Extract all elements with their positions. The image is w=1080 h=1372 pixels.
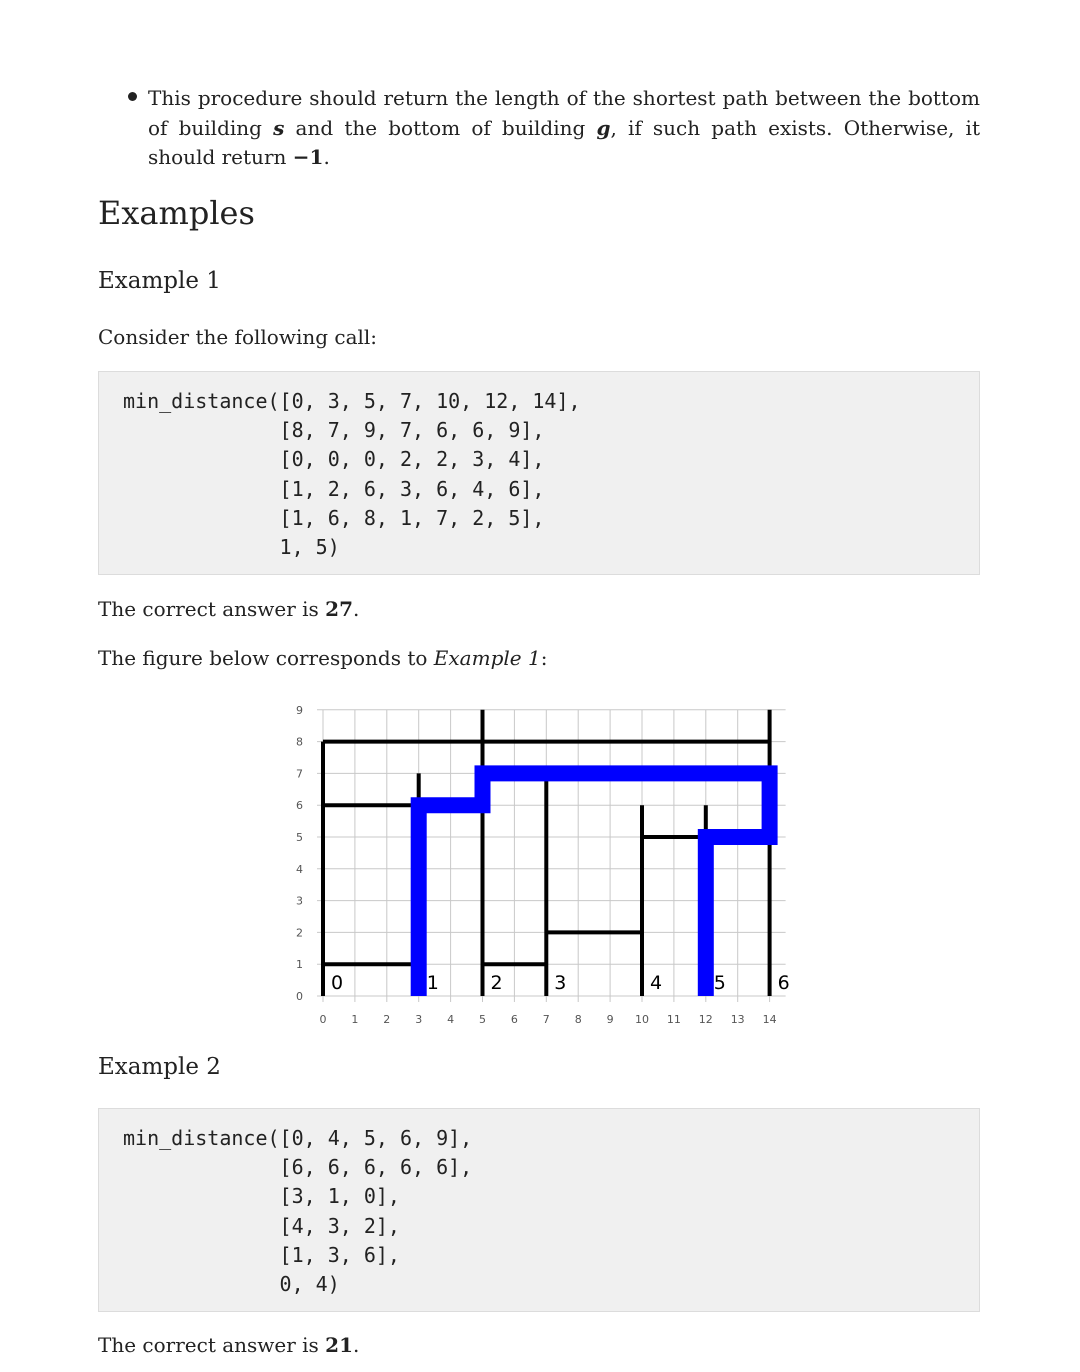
x-tick-label: 0 <box>319 1013 327 1026</box>
y-tick-label: 9 <box>296 703 303 717</box>
var-g: g <box>596 115 611 140</box>
example-1-code-block <box>98 371 980 575</box>
y-tick-label: 7 <box>296 767 303 781</box>
y-tick-label: 8 <box>296 735 303 749</box>
bullet-dot <box>128 92 137 101</box>
example-2-heading: Example 2 <box>98 1054 221 1080</box>
example-1-answer: The correct answer is 27. <box>98 597 360 621</box>
example-1-intro: Consider the following call: <box>98 325 378 349</box>
x-tick-label: 6 <box>510 1013 518 1026</box>
building-label: 2 <box>490 972 503 994</box>
figure-grid <box>317 710 786 1002</box>
building-label: 0 <box>331 972 344 994</box>
building-label: 1 <box>426 972 439 994</box>
figure-shortest-path <box>419 773 770 996</box>
bullet-text: This procedure should return the length of the shortest path between the bottom of building s and the bottom of building g, if such path exists. Otherwise, it should return −1. <box>148 86 980 169</box>
x-tick-label: 8 <box>574 1013 582 1026</box>
x-tick-label: 5 <box>479 1013 486 1026</box>
x-tick-label: 9 <box>606 1013 614 1026</box>
example-1-code: min_distance([0, 3, 5, 7, 10, 12, 14], [8, 7, 9, 7, 6, 6, 9], [0, 0, 0, 2, 2, 3, 4], [1, 2, 6, 3, 6, 4, 6], [1, 6, 8, 1, 7, 2, 5], 1, 5) <box>123 389 581 560</box>
building-label: 3 <box>554 972 567 994</box>
shortest-path <box>419 773 770 996</box>
example-1-heading: Example 1 <box>98 268 221 294</box>
examples-heading: Examples <box>98 194 255 232</box>
x-tick-label: 4 <box>447 1013 455 1026</box>
y-tick-label: 4 <box>296 862 303 876</box>
var-s: s <box>273 115 285 140</box>
y-tick-label: 1 <box>296 958 303 972</box>
x-tick-label: 12 <box>698 1013 713 1026</box>
example-1-answer-value: 27 <box>325 597 354 621</box>
x-tick-label: 11 <box>666 1013 681 1026</box>
figure-caption: The figure below corresponds to Example 1: <box>98 646 548 670</box>
building-label: 4 <box>650 972 663 994</box>
x-tick-label: 14 <box>762 1013 777 1026</box>
y-tick-label: 5 <box>296 831 303 844</box>
procedure-description-bullet <box>128 84 980 173</box>
y-tick-label: 6 <box>296 799 303 813</box>
example-2-code: min_distance([0, 4, 5, 6, 9], [6, 6, 6, 6, 6], [3, 1, 0], [4, 3, 2], [1, 3, 6], 0, 4) <box>123 1126 473 1297</box>
example-2-code-block <box>98 1108 980 1312</box>
building-label: 5 <box>713 972 726 994</box>
x-tick-label: 7 <box>542 1013 550 1026</box>
x-tick-label: 3 <box>415 1013 423 1026</box>
x-tick-label: 2 <box>383 1013 391 1026</box>
building-label: 6 <box>777 972 790 994</box>
x-tick-label: 13 <box>730 1013 745 1026</box>
figure-building-labels <box>331 972 790 994</box>
x-tick-label: 10 <box>635 1013 649 1026</box>
y-tick-label: 2 <box>296 926 303 940</box>
example-2-answer: The correct answer is 21. <box>98 1333 360 1357</box>
neg-one: −1 <box>292 145 324 169</box>
example-1-figure <box>280 690 800 1035</box>
x-tick-label: 1 <box>351 1013 359 1026</box>
example-2-answer-value: 21 <box>325 1333 354 1357</box>
y-tick-label: 0 <box>296 990 303 1003</box>
figure-example-ref: Example 1 <box>433 646 541 670</box>
y-tick-label: 3 <box>296 894 303 908</box>
